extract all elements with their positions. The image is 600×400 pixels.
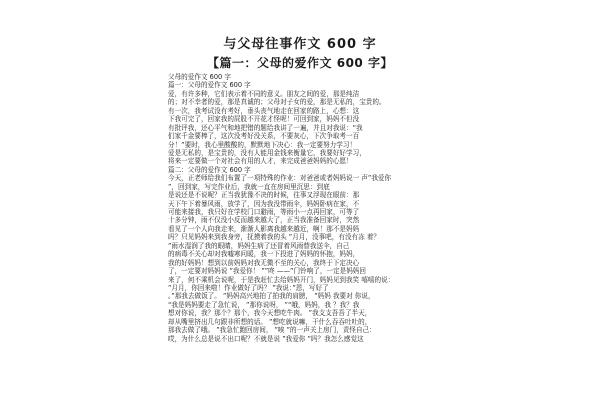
text-line: 今天，正老师给我们布置了一项特殊的作业：对爸爸或者妈妈说一 声”我爱你	[168, 174, 392, 183]
text-line: ”，回到家，写完作业后，我就一直在房间里沉思：到底	[168, 182, 330, 191]
text-line: 看见了一个人向我走来，渐渐人影离我越来越近，啊！那不是妈妈	[168, 224, 360, 233]
document-title: 与父母往事作文 600 字	[223, 37, 377, 52]
text-line: 。”那我去做饭了。 ”妈妈高兴地拍了拍我的肩膀， ”妈妈 我要对 你说，	[168, 292, 375, 301]
document-body	[168, 73, 438, 343]
text-line: 天下午下着暴风雨，放学了，因为我没带雨伞，妈妈卧病在家，不	[168, 199, 360, 208]
text-line: 篇一：父母的爱作文 600 字	[168, 81, 251, 90]
text-line: 的病毒不关心却对我嘘寒问暖，我一下投进了妈妈的怀抱，妈妈，	[168, 250, 360, 259]
text-line: 有批评我，还心平气和地把错的题给我讲了一遍，并且对我说：“我	[168, 123, 363, 132]
text-line: 吗？只见妈妈来到我身旁，抚摸着我的头 ”月月，没事吧，有没有冻 着？	[168, 233, 381, 242]
text-line: 来了，何不乘机会说呢，于是我赶忙去给妈妈开门，妈妈见到我笑 嘻嘻的说：	[168, 275, 395, 284]
text-line: 是说还是不说呢？正当我犹豫不决的时候，往事又浮现在眼前：那	[168, 191, 360, 200]
text-line: 却从嘴里挤出几句跟非所想的话。 ”想吃就说嘛，干什么吞吞吐吐的，	[168, 317, 372, 326]
text-line: 篇二：父母的爱作文 600 字	[168, 165, 251, 174]
text-line: 下我可完了，回家我的屁股不开花才怪呢！可回到家，妈妈不但没	[168, 115, 360, 124]
text-line: 爱，有许多种，它们表示着不同的意义。朋友之间的爱，那是纯洁	[168, 89, 360, 98]
text-line: 想对你说，我？那个？那个，我今天想吃牛肉。 ”我支支吾吾了半天，	[168, 309, 372, 318]
text-line: 十多分钟，雨不仅没小反而越来越大了，正当我准备回家时，突然	[168, 216, 360, 225]
text-line: 了，一定要对妈妈说 ”我爱你！ ””咚 ——”门铃响了，一定是妈妈回	[168, 267, 366, 276]
text-line: 爱是无私的，是宝贵的，没有人能用金钱来衡量它，我要好好学习，	[168, 148, 366, 157]
text-line: 哎，为什么总是说不出口呢？不就是说 ”我爱你 ”吗？我怎么感觉这	[168, 334, 364, 343]
text-line: 父母的爱作文 600 字	[168, 73, 231, 81]
text-line: 我的好妈妈！想到以前妈妈对我无微不至的关心，我终于下定决心	[168, 258, 360, 267]
text-line: ”雨水湿润了我的眼睛，妈妈生病了还冒着风雨替我送伞，自己	[168, 241, 350, 250]
text-line: 可能来接我，我只好在学校门口避雨，等雨小一点再回家，可等了	[168, 208, 360, 216]
text-line: 将来一定要做一个对社会有用的人才，来完成爸爸妈妈的心愿！	[168, 157, 353, 166]
document-subtitle: 【篇一：父母的爱作文 600 字】	[207, 56, 393, 70]
text-line: “我是妈妈要走了急忙说， ”那你说呀， ”“哦，妈妈，我 ？我？我	[168, 300, 360, 309]
text-line: 们家千金要棒了，这次没考好没关系，不要灰心，下次争取考一百	[168, 132, 360, 141]
text-line: 那我去做了哦。 ”我急忙跑回房间， ”唉 ”的一声关上房门，责怪自己：	[168, 326, 376, 335]
text-line: 有一次，我考试没有考好，垂头丧气地走在回家的路上，心想：这	[168, 106, 360, 115]
text-line: ”月月，你回来啦！作业做好了吗？ ”我说：”恩，写好了	[168, 283, 329, 292]
text-line: 分！”要时，我心里酸酸的，默默地下决心：我一定要努力学习！	[168, 140, 357, 149]
text-line: 的；对不幸者的爱，那是真诚的；父母对子女的爱，那是无私的，宝贵的。	[168, 98, 386, 107]
